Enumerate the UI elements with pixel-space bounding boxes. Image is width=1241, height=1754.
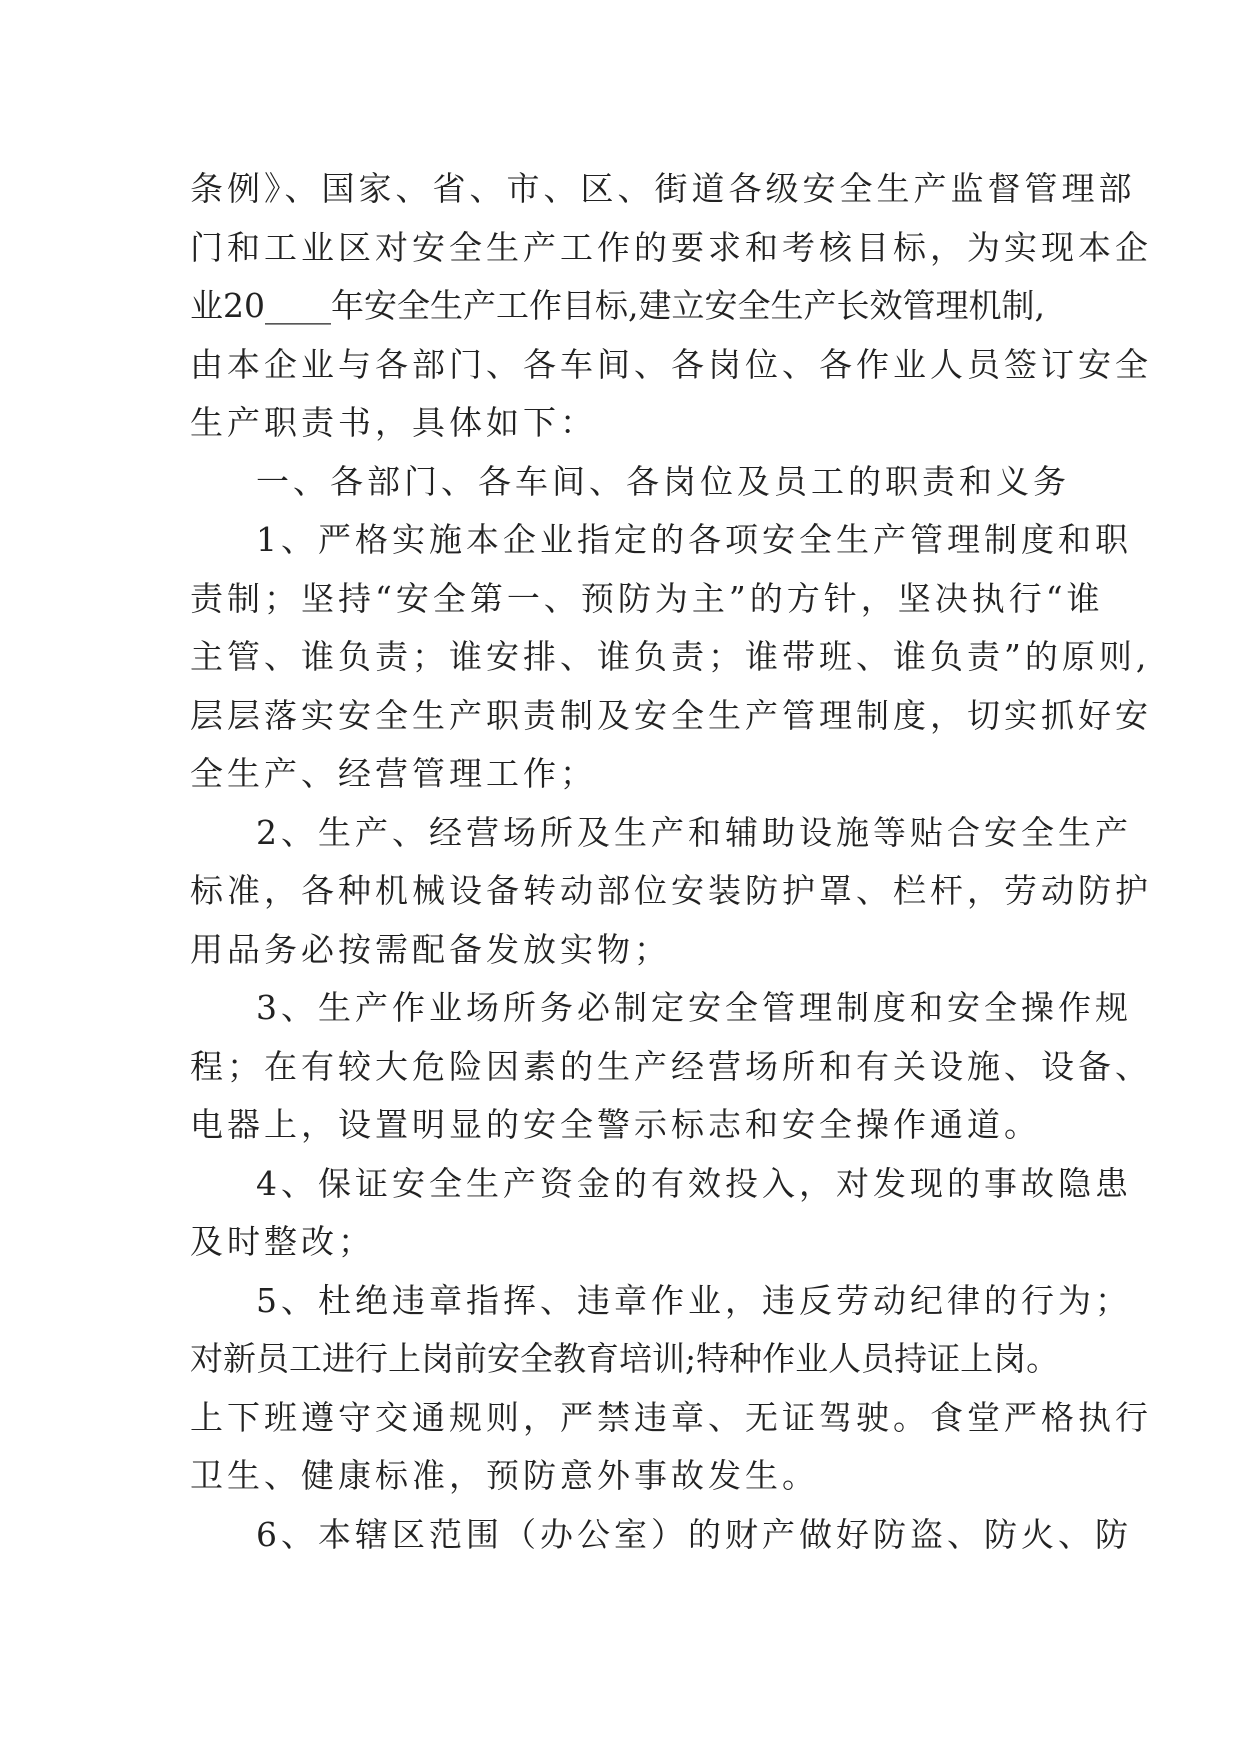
text-line: 3、生产作业场所务必制定安全管理制度和安全操作规 <box>256 988 1132 1027</box>
text-line: 对新员工进行上岗前安全教育培训;特种作业人员持证上岗。 <box>190 1339 1060 1378</box>
text-line: 责制；坚持“安全第一、预防为主”的方针，坚决执行“谁 <box>190 578 1104 618</box>
text-line: 5、杜绝违章指挥、违章作业，违反劳动纪律的行为； <box>256 1280 1132 1320</box>
text-line: 业20____年安全生产工作目标,建立安全生产长效管理机制, <box>190 286 1045 325</box>
text-line: 全生产、经营管理工作； <box>190 754 597 793</box>
document-body <box>190 160 1152 1564</box>
text-line: 1、严格实施本企业指定的各项安全生产管理制度和职 <box>256 520 1132 559</box>
text-line: 层层落实安全生产职责制及安全生产管理制度，切实抓好安 <box>190 695 1152 735</box>
text-line: 6、本辖区范围（办公室）的财产做好防盗、防火、防 <box>256 1514 1132 1554</box>
text-line: 条例》、国家、省、市、区、街道各级安全生产监督管理部 <box>190 169 1136 208</box>
text-line: 及时整改； <box>190 1222 375 1261</box>
text-line: 用品务必按需配备发放实物； <box>190 929 671 969</box>
text-line: 主管、谁负责；谁安排、谁负责；谁带班、谁负责”的原则, <box>190 637 1151 676</box>
text-line: 2、生产、经营场所及生产和辅助设施等贴合安全生产 <box>256 812 1132 852</box>
text-line: 卫生、健康标准，预防意外事故发生。 <box>190 1456 819 1495</box>
text-line: 由本企业与各部门、各车间、各岗位、各作业人员签订安全 <box>190 344 1152 384</box>
text-line: 生产职责书，具体如下： <box>190 403 597 442</box>
text-line: 4、保证安全生产资金的有效投入，对发现的事故隐患 <box>256 1163 1132 1203</box>
section-heading: 一、各部门、各车间、各岗位及员工的职责和义务 <box>256 461 1070 501</box>
text-line: 标准，各种机械设备转动部位安装防护罩、栏杆，劳动防护 <box>190 871 1152 910</box>
text-line: 门和工业区对安全生产工作的要求和考核目标，为实现本企 <box>190 227 1152 267</box>
text-line: 上下班遵守交通规则，严禁违章、无证驾驶。食堂严格执行 <box>190 1397 1152 1437</box>
text-line: 电器上，设置明显的安全警示标志和安全操作通道。 <box>190 1105 1041 1144</box>
text-line: 程；在有较大危险因素的生产经营场所和有关设施、设备、 <box>190 1046 1152 1086</box>
